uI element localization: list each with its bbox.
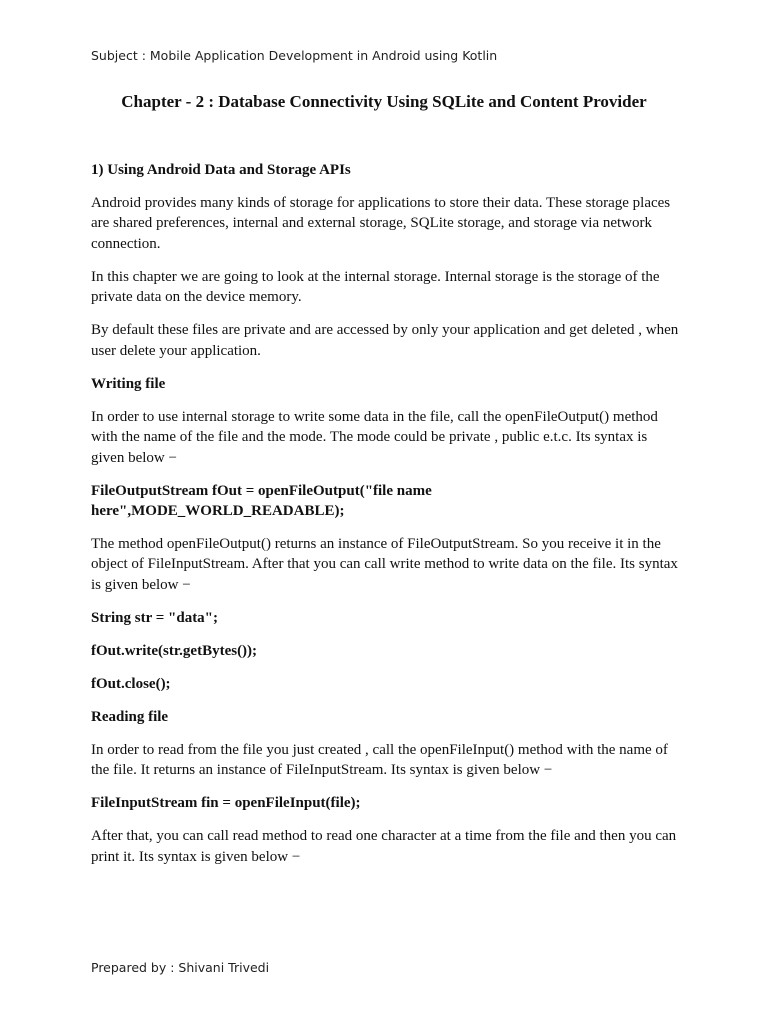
code-line: FileInputStream fin = openFileInput(file); — [91, 795, 361, 812]
chapter-title: Chapter - 2 : Database Connectivity Using SQLite and Content Provider — [121, 92, 647, 111]
code-line: String str = "data"; — [91, 609, 219, 626]
page-footer-author: Prepared by : Shivani Trivedi — [91, 960, 270, 975]
code-line: FileOutputStream fOut = openFileOutput("file name here",MODE_WORLD_READABLE); — [91, 482, 432, 519]
document-body — [91, 160, 681, 880]
code-line: fOut.close(); — [91, 675, 171, 692]
paragraph: By default these files are private and are accessed by only your application and get deleted , when user delete your application. — [91, 322, 679, 359]
subsection-heading-writing: Writing file — [91, 376, 166, 393]
subsection-heading-reading: Reading file — [91, 708, 169, 725]
paragraph: In order to use internal storage to write some data in the file, call the openFileOutput() method with the name of the file and the mode. The mode could be private , public e.t.c. Its syntax is given below − — [91, 409, 658, 466]
section-heading: 1) Using Android Data and Storage APIs — [91, 162, 351, 178]
paragraph: In order to read from the file you just created , call the openFileInput() method with the name of the file. It returns an instance of FileInputStream. Its syntax is given below − — [91, 741, 668, 779]
code-line: fOut.write(str.getBytes()); — [91, 642, 258, 659]
page-header-subject: Subject : Mobile Application Development in Android using Kotlin — [91, 48, 498, 63]
paragraph: In this chapter we are going to look at the internal storage. Internal storage is the storage of the private data on the device memory. — [91, 268, 660, 306]
paragraph: The method openFileOutput() returns an instance of FileOutputStream. So you receive it in the object of FileInputStream. After that you can call write method to write data on the file. Its syntax is given below − — [91, 535, 678, 593]
paragraph: Android provides many kinds of storage for applications to store their data. These storage places are shared preferences, internal and external storage, SQLite storage, and storage via network connection. — [91, 195, 671, 252]
paragraph: After that, you can call read method to read one character at a time from the file and then you can print it. Its syntax is given below − — [91, 828, 677, 865]
